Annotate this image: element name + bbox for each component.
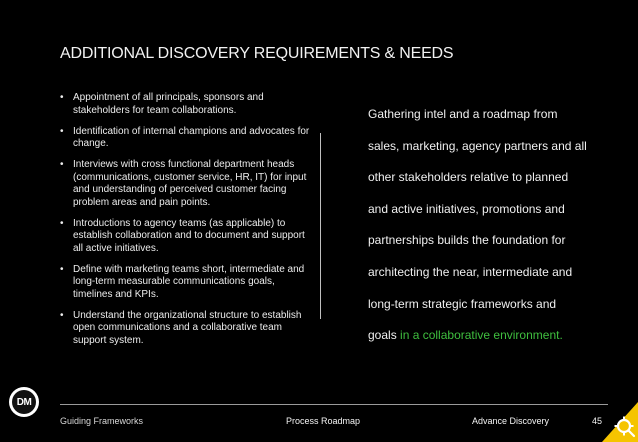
- footer-advance-discovery[interactable]: Advance Discovery: [472, 416, 550, 426]
- list-item: • Understand the organizational structure to establish open communications and a collaborative team support system.: [60, 310, 310, 348]
- summary-line: and active initiatives, promotions and: [368, 201, 565, 216]
- summary-paragraph: [368, 106, 613, 359]
- page-title: ADDITIONAL DISCOVERY REQUIREMENTS & NEEDS: [60, 45, 454, 62]
- dm-logo-icon: [9, 387, 39, 417]
- summary-line-last: [368, 327, 613, 359]
- requirements-list: [60, 92, 310, 356]
- summary-line-prefix: goals: [368, 328, 401, 343]
- footer-guiding-frameworks[interactable]: Guiding Frameworks: [60, 416, 144, 426]
- list-item: • Introductions to agency teams (as applicable) to establish collaboration and to document and support all active initiatives.: [60, 218, 310, 256]
- summary-line: Gathering intel and a roadmap from: [368, 107, 558, 121]
- summary-highlight: in a collaborative environment.: [400, 328, 563, 343]
- summary-line: partnerships builds the foundation for: [368, 233, 566, 248]
- vertical-divider: [320, 133, 321, 319]
- summary-line: other stakeholders relative to planned: [368, 170, 569, 185]
- summary-line: long-term strategic frameworks and: [368, 296, 557, 311]
- list-item: • Define with marketing teams short, intermediate and long-term measurable communications goals, timelines and KPIs.: [60, 264, 310, 302]
- list-item: • Identification of internal champions and advocates for change.: [60, 126, 310, 151]
- footer-process-roadmap[interactable]: Process Roadmap: [286, 416, 361, 426]
- logo-text: DM: [12, 390, 36, 414]
- list-item: • Appointment of all principals, sponsors and stakeholders for team collaborations.: [60, 92, 310, 117]
- summary-line: sales, marketing, agency partners and all: [368, 138, 587, 153]
- footer-divider: [60, 404, 608, 405]
- summary-line: architecting the near, intermediate and: [368, 264, 573, 279]
- page-number: 45: [592, 416, 603, 426]
- list-item: • Interviews with cross functional department heads (communications, customer service, HR, IT) for input and understanding of perceived customer facing problem areas and pain points.: [60, 159, 310, 209]
- gear-magnifier-icon: [602, 402, 638, 442]
